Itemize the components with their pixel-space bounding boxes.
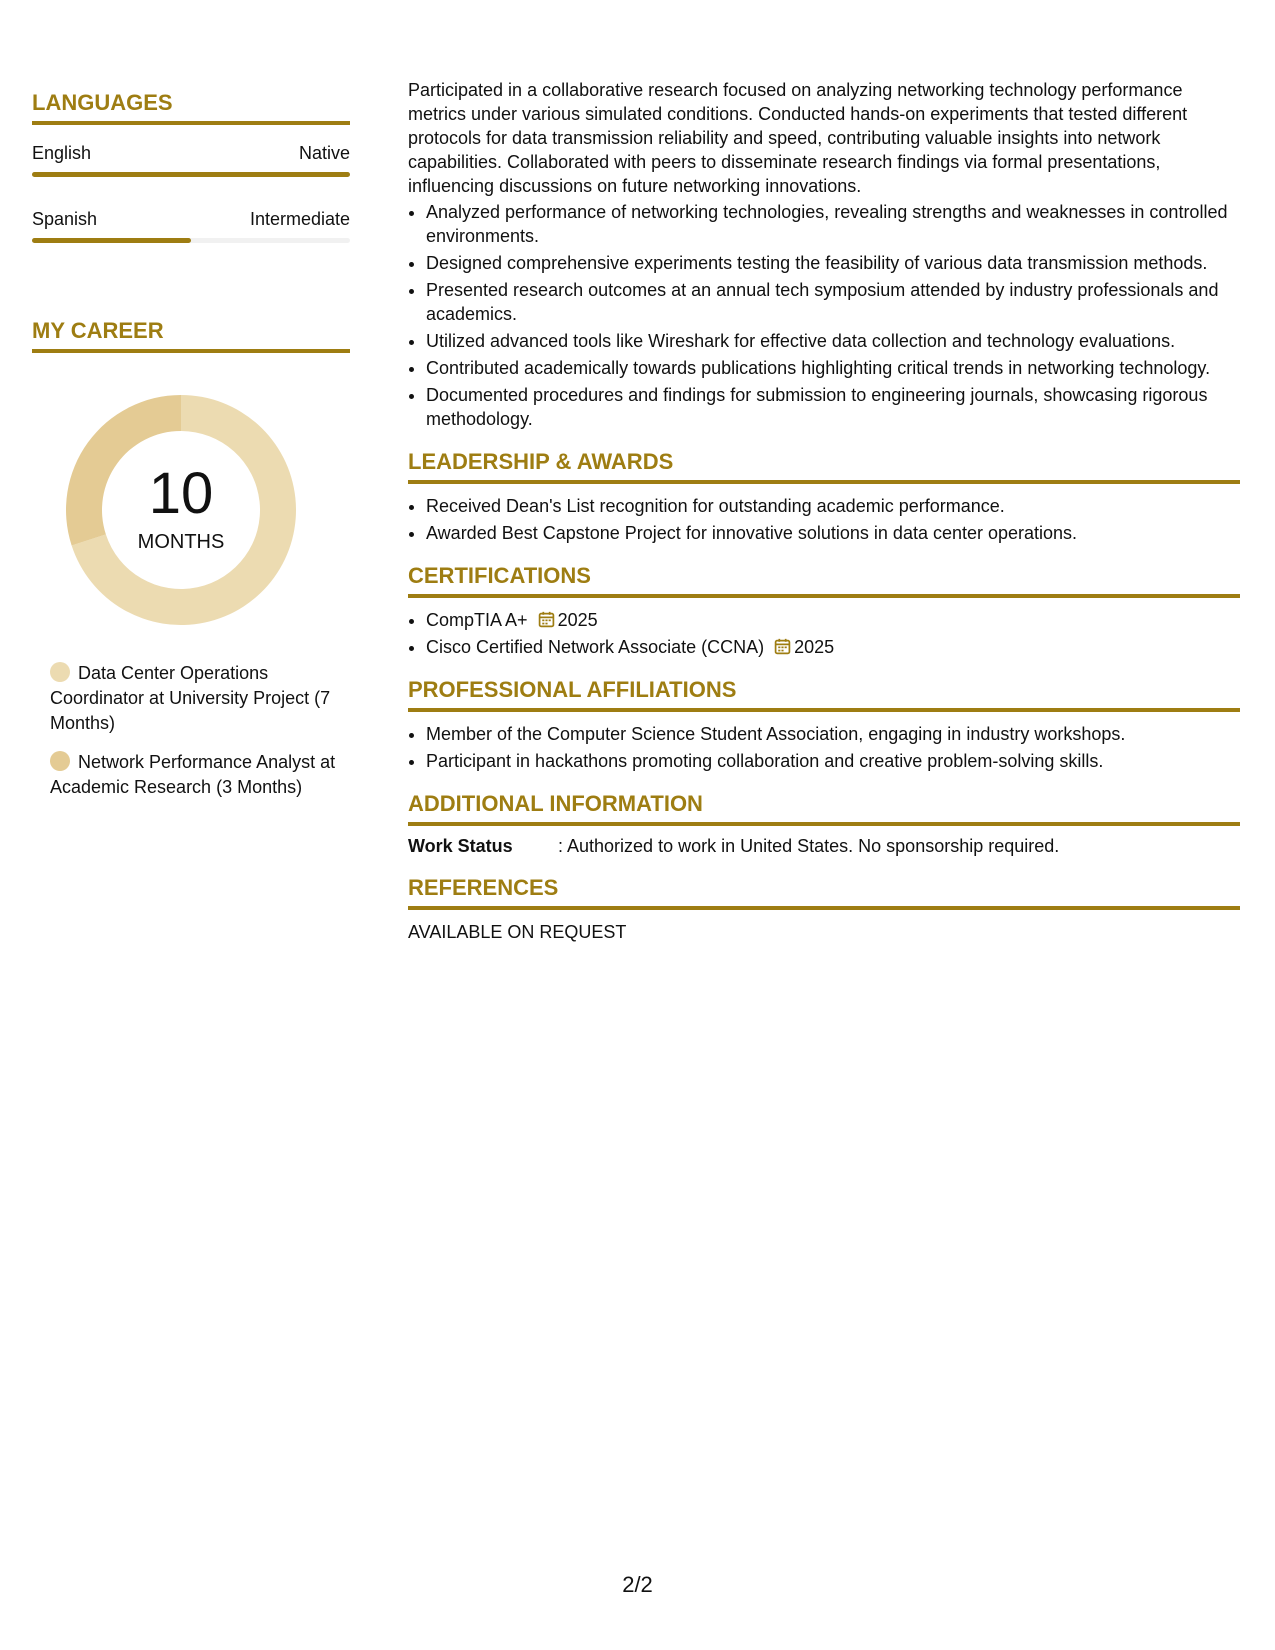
list-item: • Designed comprehensive experiments testing the feasibility of various data transmission methods. — [426, 251, 1240, 275]
calendar-icon — [774, 638, 791, 655]
sidebar — [32, 90, 350, 800]
certifications-section — [408, 563, 1240, 659]
certifications-title: CERTIFICATIONS — [408, 563, 1240, 598]
language-level: Native — [298, 143, 350, 163]
additional-info-title: ADDITIONAL INFORMATION — [408, 791, 1240, 826]
career-donut-chart — [66, 395, 296, 625]
language-proficiency-bar — [32, 238, 350, 243]
career-legend-label: Data Center Operations Coordinator at University Project (7 Months) — [50, 663, 331, 733]
language-name: English — [32, 143, 92, 163]
legend-dot — [50, 751, 70, 771]
leadership-title: LEADERSHIP & AWARDS — [408, 449, 1240, 484]
language-proficiency-fill — [32, 172, 350, 177]
work-status-row — [408, 836, 1240, 857]
certification-year: 2025 — [557, 610, 598, 630]
calendar-icon — [538, 611, 555, 628]
list-item: • Participant in hackathons promoting collaboration and creative problem-solving skills. — [426, 749, 1240, 773]
work-status-label: Work Status — [408, 836, 513, 856]
career-legend-item — [50, 750, 350, 800]
legend-dot — [50, 662, 70, 682]
career-total-unit: MONTHS — [137, 531, 225, 553]
language-name: Spanish — [32, 209, 98, 229]
certification-name: CompTIA A+ — [426, 610, 528, 630]
main-content — [408, 78, 1240, 943]
certification-year: 2025 — [794, 637, 835, 657]
additional-info-section — [408, 791, 1240, 857]
language-proficiency-bar — [32, 172, 350, 177]
list-item: • Presented research outcomes at an annual tech symposium attended by industry professionals and academics. — [426, 278, 1240, 326]
career-total-value: 10 — [148, 461, 214, 526]
list-item: • Analyzed performance of networking technologies, revealing strengths and weaknesses in controlled environments. — [426, 200, 1240, 248]
certification-name: Cisco Certified Network Associate (CCNA) — [426, 637, 765, 657]
career-legend-item — [50, 661, 350, 736]
languages-section — [32, 90, 350, 243]
references-section — [408, 875, 1240, 943]
references-title: REFERENCES — [408, 875, 1240, 910]
language-item — [32, 143, 350, 177]
career-legend — [50, 661, 350, 800]
list-item: • Member of the Computer Science Student Association, engaging in industry workshops. — [426, 722, 1240, 746]
language-proficiency-fill — [32, 238, 191, 243]
language-item — [32, 209, 350, 243]
list-item: • Utilized advanced tools like Wireshark for effective data collection and technology evaluations. — [426, 329, 1240, 353]
work-status-value: : Authorized to work in United States. No sponsorship required. — [558, 836, 1060, 856]
experience-description: Participated in a collaborative research focused on analyzing networking technology performance metrics under various simulated conditions. Conducted hands-on experiments that tested different protocols for data transmission reliability and speed, contributing valuable insights into network capabilities. Collaborated with peers to disseminate research findings via formal presentations, influencing discussions on future networking innovations. — [408, 80, 1188, 196]
list-item: • Documented procedures and findings for submission to engineering journals, showcasing rigorous methodology. — [426, 383, 1240, 431]
languages-title: LANGUAGES — [32, 90, 350, 125]
affiliations-title: PROFESSIONAL AFFILIATIONS — [408, 677, 1240, 712]
certification-item — [426, 635, 1240, 659]
list-item: • Awarded Best Capstone Project for innovative solutions in data center operations. — [426, 521, 1240, 545]
certification-item — [426, 608, 1240, 632]
list-item: • Contributed academically towards publications highlighting critical trends in networking technology. — [426, 356, 1240, 380]
leadership-section — [408, 449, 1240, 545]
career-title: MY CAREER — [32, 318, 350, 353]
list-item: • Received Dean's List recognition for outstanding academic performance. — [426, 494, 1240, 518]
experience-bullets — [408, 200, 1240, 431]
career-section — [32, 318, 350, 800]
career-legend-label: Network Performance Analyst at Academic Research (3 Months) — [50, 752, 336, 797]
page-number: 2/2 — [622, 1572, 653, 1597]
language-level: Intermediate — [249, 209, 350, 229]
references-text: AVAILABLE ON REQUEST — [408, 922, 627, 942]
affiliations-section — [408, 677, 1240, 773]
